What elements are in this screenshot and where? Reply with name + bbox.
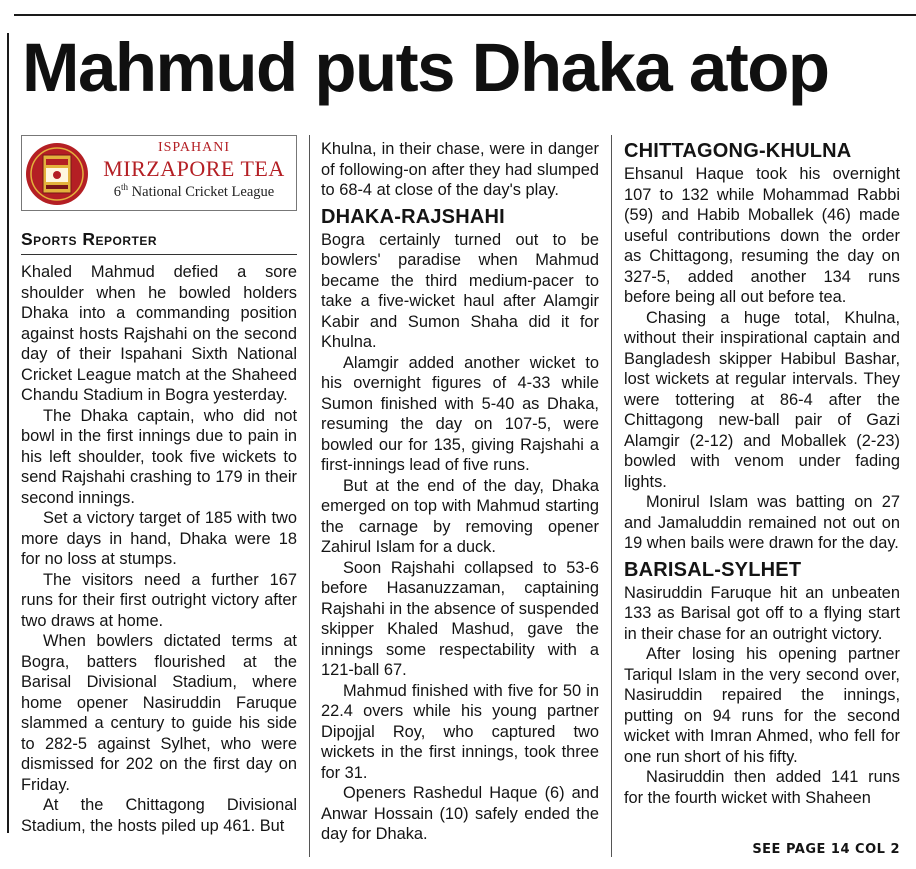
- paragraph: Set a victory target of 185 with two more days in hand, Dhaka were 18 for no loss at stumps.: [21, 509, 297, 568]
- article-column-2: [321, 139, 599, 861]
- paragraph: Mahmud finished with five for 50 in 22.4 overs while his young partner Dipojjal Roy, who captured two wickets in the first innings, took three for 31.: [321, 681, 599, 782]
- sponsor-logo: [21, 135, 297, 211]
- subhead-barisal-sylhet: BARISAL-SYLHET: [624, 558, 802, 581]
- column-rule-1: [309, 135, 310, 857]
- paragraph: Nasiruddin Faruque hit an unbeaten 133 as Barisal got off to a flying start in their chase for an outright victory.: [624, 583, 900, 643]
- sponsor-league-name: 6th National Cricket League: [113, 182, 275, 200]
- paragraph: But at the end of the day, Dhaka emerged on top with Mahmud starting the carnage by removing opener Zahirul Islam for a duck.: [321, 476, 599, 556]
- paragraph: At the Chittagong Divisional Stadium, the hosts piled up 461. But: [21, 796, 297, 835]
- left-rule: [7, 33, 9, 833]
- paragraph: Openers Rashedul Haque (6) and Anwar Hossain (10) safely ended the day for Dhaka.: [321, 784, 599, 843]
- paragraph: Alamgir added another wicket to his overnight figures of 4-33 while Sumon finished with 5-40 as Dhaka, resuming the day on 107-5, were bowled our for 135, giving Rajshahi a first-innings lead of five runs.: [321, 353, 599, 474]
- tea-emblem-icon: [24, 138, 90, 208]
- headline: Mahmud puts Dhaka atop: [22, 29, 829, 106]
- paragraph: The Dhaka captain, who did not bowl in the first innings due to pain in his left shoulder, took five wickets to send Rajshahi crashing to 179 in their second innings.: [21, 406, 297, 507]
- paragraph: Nasiruddin then added 141 runs for the fourth wicket with Shaheen: [624, 768, 900, 807]
- sponsor-brand-line2: MIRZAPORE TEA: [103, 156, 285, 181]
- subhead-dhaka-rajshahi: DHAKA-RAJSHAHI: [321, 205, 505, 228]
- paragraph: Bogra certainly turned out to be bowlers' paradise when Mahmud became the third medium-pacer to take a five-wicket haul after Alamgir Kabir and Sumon Shaha did it for Khulna.: [321, 230, 599, 351]
- continuation-note: SEE PAGE 14 COL 2: [752, 842, 900, 857]
- sponsor-brand-line1: ISPAHANI: [157, 140, 231, 155]
- paragraph: The visitors need a further 167 runs for their first outright victory after two draws at home.: [21, 570, 297, 630]
- article-column-3: [624, 139, 900, 861]
- paragraph: Soon Rajshahi collapsed to 53-6 before Hasanuzzaman, captaining Rajshahi in the absence of suspended skipper Khaled Mashud, gave the innings some respectability with a 121-ball 67.: [321, 558, 599, 679]
- paragraph: Chasing a huge total, Khulna, without their inspirational captain and Bangladesh skipper Habibul Bashar, lost wickets at regular intervals. They were tottering at 86-4 after the Chittagong new-ball pair of Gazi Alamgir (2-12) and Moballek (2-23) bowled with venom under fading lights.: [624, 308, 900, 491]
- article-column-1: [21, 135, 297, 857]
- paragraph: Khaled Mahmud defied a sore shoulder when he bowled holders Dhaka into a commanding position against hosts Rajshahi on the second day of their Ispahani Sixth National Cricket League match at the Shaheed Chandu Stadium in Bogra yesterday.: [21, 263, 297, 404]
- paragraph: Monirul Islam was batting on 27 and Jamaluddin remained not out on 19 when bails were drawn for the day.: [624, 493, 900, 552]
- byline: Sports Reporter: [21, 229, 297, 255]
- paragraph: When bowlers dictated terms at Bogra, batters flourished at the Barisal Divisional Stadium, where home opener Nasiruddin Faruque slammed a century to guide his side to 282-5 against Sylhet, who were dismissed for 202 on the first day on Friday.: [21, 632, 297, 794]
- sponsor-logo-text: [94, 138, 294, 201]
- subhead-chittagong-khulna: CHITTAGONG-KHULNA: [624, 140, 852, 162]
- paragraph: Ehsanul Haque took his overnight 107 to 132 while Mohammad Rabbi (59) and Habib Moballek (46) made useful contributions down the order as Chittagong, resuming the day on 327-5, added another 134 runs before being all out before tea.: [624, 165, 900, 306]
- paragraph: After losing his opening partner Tariqul Islam in the very second over, Nasiruddin repaired the innings, putting on 94 runs for the second wicket with Imran Ahmed, who fell for one run short of his fifty.: [624, 645, 900, 766]
- column-rule-2: [611, 135, 612, 857]
- paragraph: Khulna, in their chase, were in danger of following-on after they had slumped to 68-4 at close of the day's play.: [321, 140, 599, 199]
- top-rule: [14, 14, 916, 16]
